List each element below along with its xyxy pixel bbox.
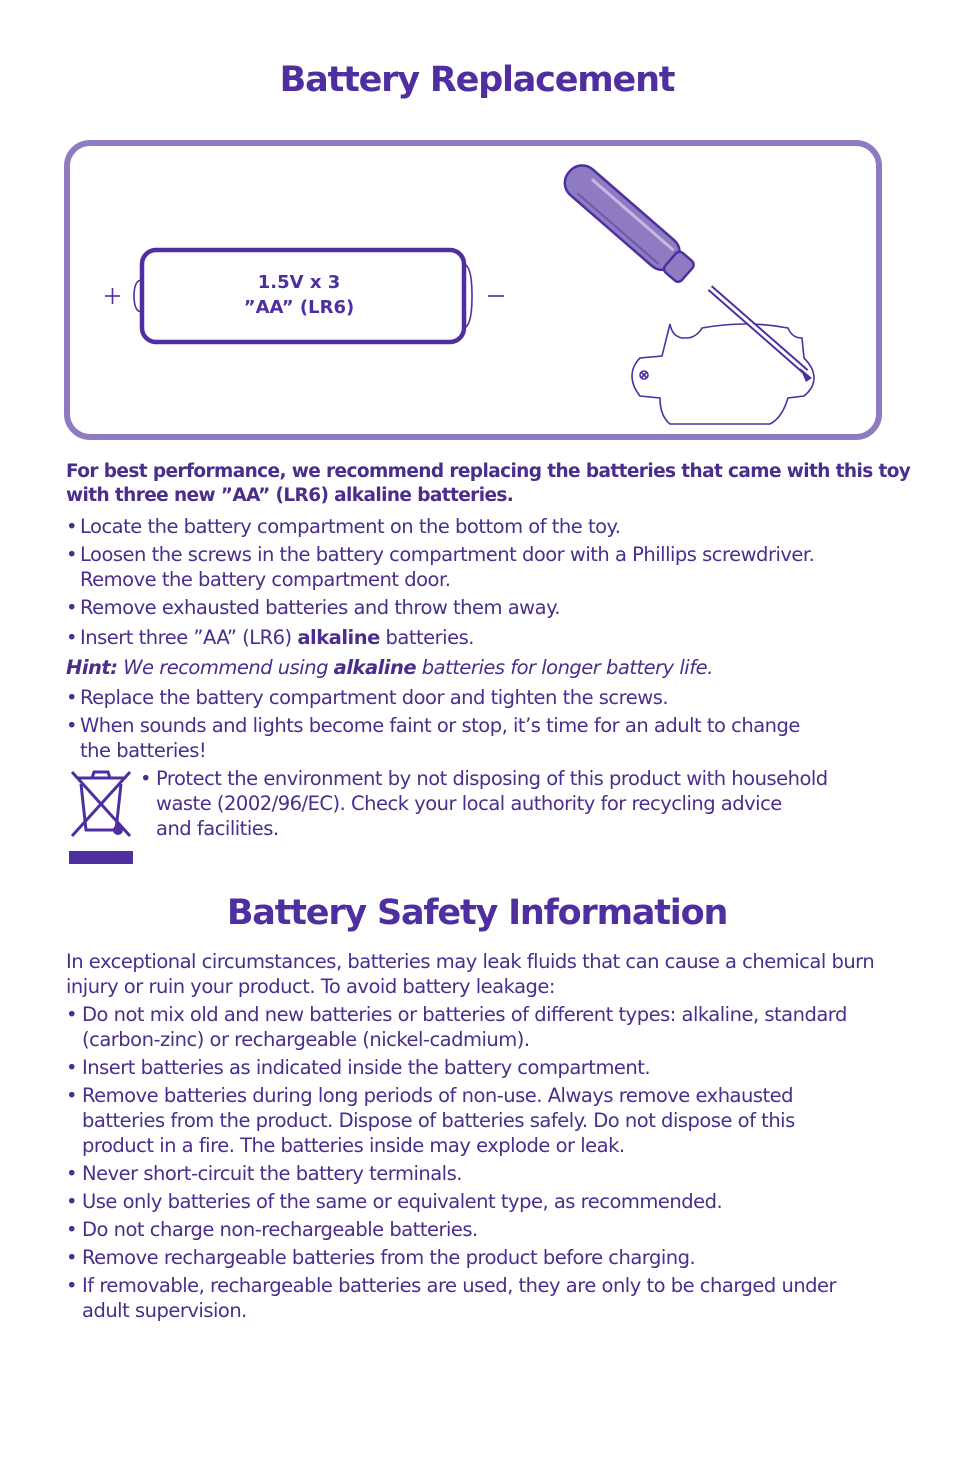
battery-label [164,270,434,320]
step-insert-post: batteries. [379,626,474,649]
safety-remove-line1: Remove batteries during long periods of non-use. Always remove exhausted [82,1084,794,1107]
battery-replacement-title: Battery Replacement [279,60,675,100]
safety-supervision-line1: If removable, rechargeable batteries are used, they are only to be charged under [82,1274,837,1297]
step-loosen-line2: Remove the battery compartment door. [80,568,451,591]
battery-label-voltage: 1.5V x 3 [257,272,341,293]
bullet-icon: • [66,1162,78,1185]
hint-text [66,655,713,680]
step-remove: Remove exhausted batteries and throw them away. [80,596,561,619]
safety-mix [82,1002,847,1052]
step-loosen [80,542,814,592]
step-insert-pre: Insert three ”AA” (LR6) [80,626,298,649]
bullet-icon: • [66,1056,78,1079]
safety-no-charge: Do not charge non-rechargeable batteries. [82,1218,478,1241]
bullet-icon: • [66,714,78,737]
environment-note-line3: and facilities. [156,817,279,840]
bullet-icon: • [66,686,78,709]
battery-label-type: ”AA” (LR6) [243,297,355,318]
safety-remove-line3: product in a fire. The batteries inside may explode or leak. [82,1134,625,1157]
step-loosen-line1: Loosen the screws in the battery compartment door with a Phillips screwdriver. [80,543,815,566]
bullet-icon: • [66,1246,78,1269]
bullet-icon: • [66,515,78,538]
step-insert-bold: alkaline [297,626,380,649]
bullet-icon: • [66,1084,78,1107]
bullet-icon: • [140,767,152,790]
safety-mix-line2: (carbon-zinc) or rechargeable (nickel-cadmium). [82,1028,530,1051]
bullet-icon: • [66,1218,78,1241]
hint-bold: alkaline [333,656,417,679]
environment-note-line1: Protect the environment by not disposing of this product with household [156,767,828,790]
step-locate: Locate the battery compartment on the bottom of the toy. [80,515,621,538]
crossed-bin-icon [66,764,136,866]
safety-insert: Insert batteries as indicated inside the battery compartment. [82,1056,651,1079]
safety-remove-line2: batteries from the product. Dispose of batteries safely. Do not dispose of this [82,1109,795,1132]
hint-pre: We recommend using [117,656,334,679]
safety-intro-line2: injury or ruin your product. To avoid battery leakage: [66,975,555,998]
safety-short-circuit: Never short-circuit the battery terminals. [82,1162,462,1185]
bullet-icon: • [66,1190,78,1213]
step-faint-line1: When sounds and lights become faint or stop, it’s time for an adult to change [80,714,800,737]
safety-supervision [82,1273,836,1323]
bullet-icon: • [66,626,78,649]
safety-mix-line1: Do not mix old and new batteries or batteries of different types: alkaline, standard [82,1003,847,1026]
safety-intro [66,949,874,999]
hint-post: batteries for longer battery life. [416,656,713,679]
environment-note [156,766,828,841]
bullet-icon: • [66,1274,78,1297]
bullet-icon: • [66,596,78,619]
step-faint [80,713,800,763]
battery-door-icon [632,324,814,424]
step-insert [80,625,474,650]
environment-note-line2: waste (2002/96/EC). Check your local authority for recycling advice [156,792,782,815]
hint-label: Hint: [66,656,118,679]
safety-remove-rechargeable: Remove rechargeable batteries from the product before charging. [82,1246,696,1269]
step-faint-line2: the batteries! [80,739,207,762]
replacement-intro [66,460,910,508]
plus-terminal-icon [105,288,120,304]
safety-remove [82,1083,795,1158]
replacement-intro-line1: For best performance, we recommend replacing the batteries that came with this toy [66,461,911,482]
safety-supervision-line2: adult supervision. [82,1299,247,1322]
safety-same-type: Use only batteries of the same or equivalent type, as recommended. [82,1190,723,1213]
battery-safety-title: Battery Safety Information [226,893,728,933]
replacement-intro-line2: with three new ”AA” (LR6) alkaline batteries. [66,485,514,506]
bullet-icon: • [66,543,78,566]
bullet-icon: • [66,1003,78,1026]
step-replace: Replace the battery compartment door and tighten the screws. [80,686,669,709]
safety-intro-line1: In exceptional circumstances, batteries may leak fluids that can cause a chemical burn [66,950,875,973]
